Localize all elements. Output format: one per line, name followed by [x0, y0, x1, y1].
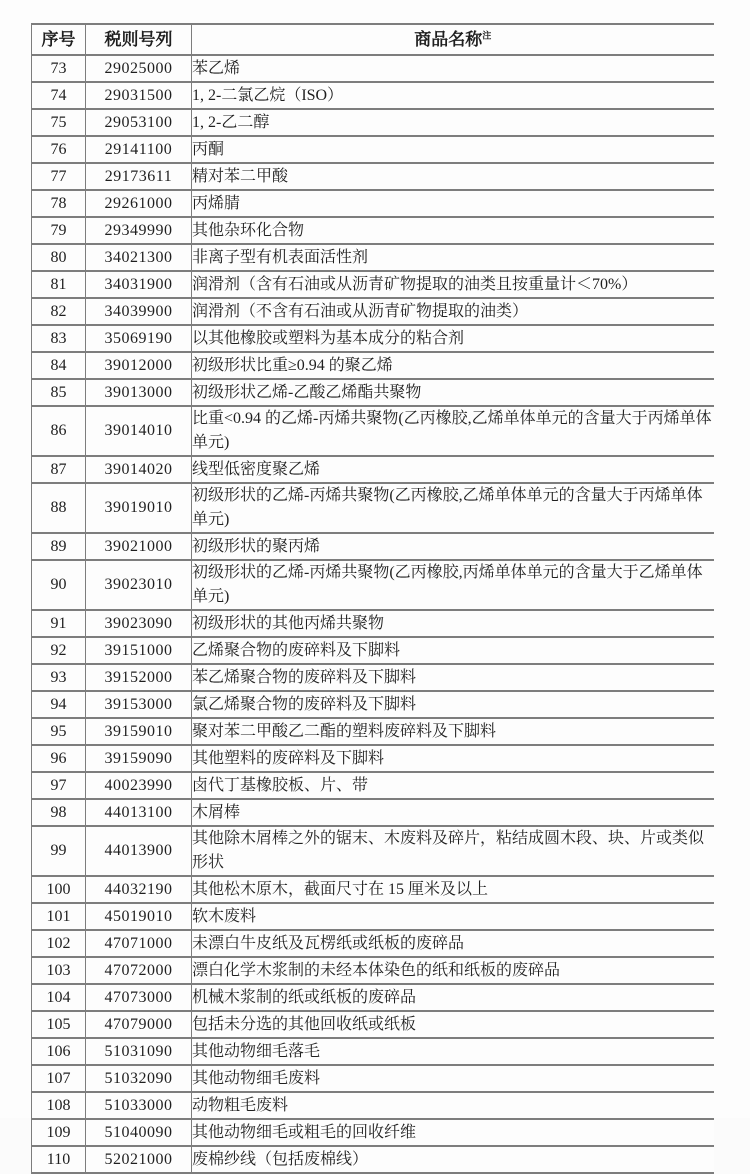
code-cell: 39012000: [86, 352, 192, 379]
table-row: [32, 55, 714, 82]
code-cell: 39151000: [86, 637, 192, 664]
table-body: [32, 55, 714, 1173]
serial-cell: 93: [32, 664, 86, 691]
name-cell: 苯乙烯: [192, 55, 714, 82]
code-cell: 39019010: [86, 483, 192, 533]
table-row: [32, 298, 714, 325]
table-row: [32, 109, 714, 136]
code-cell: 39023010: [86, 560, 192, 610]
name-cell: 润滑剂（含有石油或从沥青矿物提取的油类且按重量计＜70%）: [192, 271, 714, 298]
table-row: [32, 406, 714, 456]
name-cell: 废棉纱线（包括废棉线）: [192, 1146, 714, 1173]
code-cell: 34021300: [86, 244, 192, 271]
serial-cell: 90: [32, 560, 86, 610]
code-cell: 29031500: [86, 82, 192, 109]
name-cell: 精对苯二甲酸: [192, 163, 714, 190]
table-row: [32, 1011, 714, 1038]
code-cell: 29025000: [86, 55, 192, 82]
code-cell: 39021000: [86, 533, 192, 560]
table-row: [32, 1092, 714, 1119]
name-cell: 漂白化学木浆制的未经本体染色的纸和纸板的废碎品: [192, 957, 714, 984]
table-row: [32, 718, 714, 745]
code-cell: 45019010: [86, 903, 192, 930]
serial-cell: 107: [32, 1065, 86, 1092]
name-cell: 线型低密度聚乙烯: [192, 456, 714, 483]
name-cell: 非离子型有机表面活性剂: [192, 244, 714, 271]
code-cell: 44032190: [86, 876, 192, 903]
serial-cell: 105: [32, 1011, 86, 1038]
table-row: [32, 244, 714, 271]
code-cell: 52021000: [86, 1146, 192, 1173]
name-cell: 初级形状比重≥0.94 的聚乙烯: [192, 352, 714, 379]
code-cell: 39023090: [86, 610, 192, 637]
serial-cell: 98: [32, 799, 86, 826]
col-header-serial: 序号: [32, 24, 86, 55]
name-cell: 机械木浆制的纸或纸板的废碎品: [192, 984, 714, 1011]
serial-cell: 99: [32, 826, 86, 876]
serial-cell: 79: [32, 217, 86, 244]
table-row: [32, 136, 714, 163]
table-header: [32, 24, 714, 55]
code-cell: 51032090: [86, 1065, 192, 1092]
name-cell: 其他塑料的废碎料及下脚料: [192, 745, 714, 772]
serial-cell: 80: [32, 244, 86, 271]
name-cell: 丙烯腈: [192, 190, 714, 217]
serial-cell: 86: [32, 406, 86, 456]
code-cell: 44013100: [86, 799, 192, 826]
table-row: [32, 533, 714, 560]
code-cell: 47072000: [86, 957, 192, 984]
tariff-table: [31, 23, 714, 1174]
serial-cell: 101: [32, 903, 86, 930]
table-row: [32, 637, 714, 664]
serial-cell: 87: [32, 456, 86, 483]
serial-cell: 77: [32, 163, 86, 190]
table-row: [32, 826, 714, 876]
name-cell: 氯乙烯聚合物的废碎料及下脚料: [192, 691, 714, 718]
name-cell: 未漂白牛皮纸及瓦楞纸或纸板的废碎品: [192, 930, 714, 957]
table-row: [32, 325, 714, 352]
header-row: [32, 24, 714, 55]
serial-cell: 76: [32, 136, 86, 163]
serial-cell: 100: [32, 876, 86, 903]
code-cell: 51040090: [86, 1119, 192, 1146]
name-cell: 其他松木原木，截面尺寸在 15 厘米及以上: [192, 876, 714, 903]
code-cell: 34031900: [86, 271, 192, 298]
product-name-label: 商品名称: [414, 30, 483, 49]
table-row: [32, 1065, 714, 1092]
table-row: [32, 799, 714, 826]
code-cell: 47079000: [86, 1011, 192, 1038]
table-row: [32, 190, 714, 217]
table-row: [32, 483, 714, 533]
serial-cell: 74: [32, 82, 86, 109]
serial-cell: 84: [32, 352, 86, 379]
serial-cell: 110: [32, 1146, 86, 1173]
code-cell: 39152000: [86, 664, 192, 691]
serial-cell: 96: [32, 745, 86, 772]
col-header-tariff-code: 税则号列: [86, 24, 192, 55]
table-row: [32, 456, 714, 483]
name-cell: 以其他橡胶或塑料为基本成分的粘合剂: [192, 325, 714, 352]
name-cell: 1, 2-二氯乙烷（ISO）: [192, 82, 714, 109]
table-row: [32, 271, 714, 298]
code-cell: 35069190: [86, 325, 192, 352]
serial-cell: 73: [32, 55, 86, 82]
name-cell: 其他杂环化合物: [192, 217, 714, 244]
serial-cell: 95: [32, 718, 86, 745]
table-row: [32, 984, 714, 1011]
name-cell: 其他动物细毛落毛: [192, 1038, 714, 1065]
table-row: [32, 745, 714, 772]
serial-cell: 75: [32, 109, 86, 136]
name-cell: 软木废料: [192, 903, 714, 930]
serial-cell: 102: [32, 930, 86, 957]
table-row: [32, 664, 714, 691]
table-row: [32, 691, 714, 718]
code-cell: 51031090: [86, 1038, 192, 1065]
name-cell: 初级形状乙烯-乙酸乙烯酯共聚物: [192, 379, 714, 406]
serial-cell: 82: [32, 298, 86, 325]
table-row: [32, 903, 714, 930]
serial-cell: 109: [32, 1119, 86, 1146]
name-cell: 初级形状的乙烯-丙烯共聚物(乙丙橡胶,乙烯单体单元的含量大于丙烯单体单元): [192, 483, 714, 533]
table-row: [32, 930, 714, 957]
code-cell: 39159010: [86, 718, 192, 745]
code-cell: 29173611: [86, 163, 192, 190]
name-cell: 卤代丁基橡胶板、片、带: [192, 772, 714, 799]
code-cell: 34039900: [86, 298, 192, 325]
name-cell: 木屑棒: [192, 799, 714, 826]
serial-cell: 78: [32, 190, 86, 217]
code-cell: 39153000: [86, 691, 192, 718]
table-row: [32, 610, 714, 637]
serial-cell: 103: [32, 957, 86, 984]
code-cell: 51033000: [86, 1092, 192, 1119]
code-cell: 40023990: [86, 772, 192, 799]
serial-cell: 94: [32, 691, 86, 718]
name-cell: 初级形状的聚丙烯: [192, 533, 714, 560]
name-cell: 聚对苯二甲酸乙二酯的塑料废碎料及下脚料: [192, 718, 714, 745]
code-cell: 39159090: [86, 745, 192, 772]
serial-cell: 89: [32, 533, 86, 560]
code-cell: 39013000: [86, 379, 192, 406]
code-cell: 47071000: [86, 930, 192, 957]
table-row: [32, 1038, 714, 1065]
name-cell: 其他动物细毛或粗毛的回收纤维: [192, 1119, 714, 1146]
table-row: [32, 379, 714, 406]
code-cell: 39014010: [86, 406, 192, 456]
note-superscript: 注: [482, 30, 492, 41]
name-cell: 其他除木屑棒之外的锯末、木废料及碎片，粘结成圆木段、块、片或类似形状: [192, 826, 714, 876]
name-cell: 比重<0.94 的乙烯-丙烯共聚物(乙丙橡胶,乙烯单体单元的含量大于丙烯单体单元): [192, 406, 714, 456]
table-row: [32, 1119, 714, 1146]
code-cell: 47073000: [86, 984, 192, 1011]
name-cell: 动物粗毛废料: [192, 1092, 714, 1119]
code-cell: 39014020: [86, 456, 192, 483]
table-row: [32, 957, 714, 984]
name-cell: 1, 2-乙二醇: [192, 109, 714, 136]
name-cell: 润滑剂（不含有石油或从沥青矿物提取的油类）: [192, 298, 714, 325]
serial-cell: 91: [32, 610, 86, 637]
code-cell: 29349990: [86, 217, 192, 244]
serial-cell: 92: [32, 637, 86, 664]
serial-cell: 108: [32, 1092, 86, 1119]
name-cell: 丙酮: [192, 136, 714, 163]
code-cell: 29261000: [86, 190, 192, 217]
serial-cell: 88: [32, 483, 86, 533]
table-row: [32, 352, 714, 379]
serial-cell: 85: [32, 379, 86, 406]
serial-cell: 104: [32, 984, 86, 1011]
table-row: [32, 876, 714, 903]
serial-cell: 81: [32, 271, 86, 298]
name-cell: 苯乙烯聚合物的废碎料及下脚料: [192, 664, 714, 691]
table-row: [32, 560, 714, 610]
serial-cell: 97: [32, 772, 86, 799]
table-row: [32, 217, 714, 244]
serial-cell: 106: [32, 1038, 86, 1065]
col-header-product-name: [192, 24, 714, 55]
code-cell: 29141100: [86, 136, 192, 163]
table-row: [32, 772, 714, 799]
table-row: [32, 82, 714, 109]
name-cell: 初级形状的乙烯-丙烯共聚物(乙丙橡胶,丙烯单体单元的含量大于乙烯单体单元): [192, 560, 714, 610]
table-row: [32, 1146, 714, 1173]
name-cell: 乙烯聚合物的废碎料及下脚料: [192, 637, 714, 664]
serial-cell: 83: [32, 325, 86, 352]
code-cell: 29053100: [86, 109, 192, 136]
name-cell: 其他动物细毛废料: [192, 1065, 714, 1092]
table-row: [32, 163, 714, 190]
name-cell: 初级形状的其他丙烯共聚物: [192, 610, 714, 637]
code-cell: 44013900: [86, 826, 192, 876]
name-cell: 包括未分选的其他回收纸或纸板: [192, 1011, 714, 1038]
